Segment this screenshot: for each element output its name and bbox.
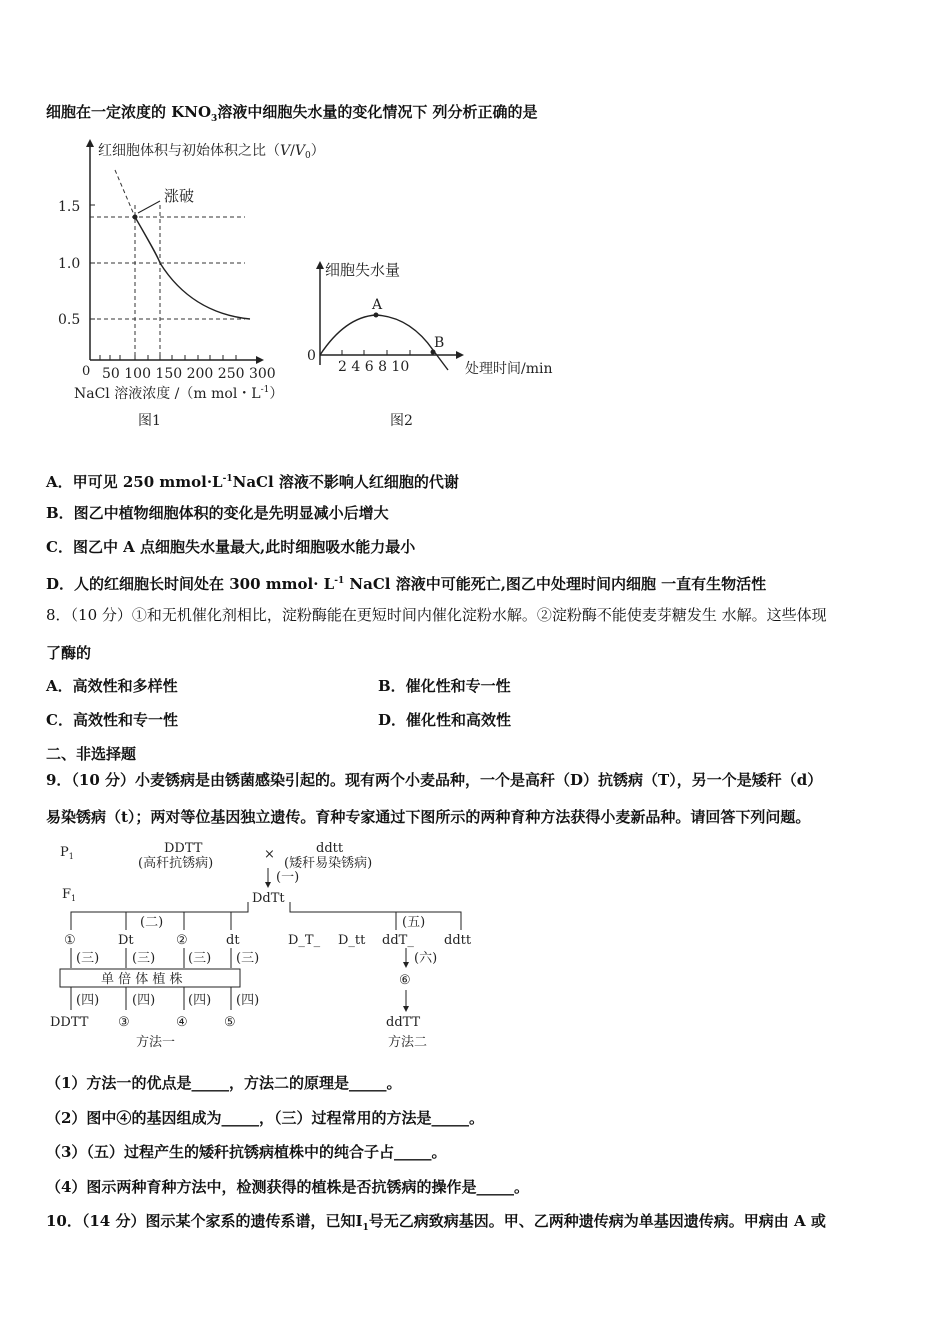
parent-b-desc: (矮秆易染锈病) <box>284 856 373 871</box>
burst-leader <box>138 201 160 213</box>
fig1-origin: 0 <box>82 364 91 379</box>
result-3: ③ <box>118 1015 130 1030</box>
fig1-caption: 图1 <box>138 413 161 429</box>
step-3-label-d: (三) <box>236 951 260 966</box>
fig1-ytick-0.5: 0.5 <box>58 312 81 328</box>
step-4-label-d: (四) <box>236 993 260 1008</box>
point-b-label: B <box>434 335 445 351</box>
fig1-y-arrow <box>86 139 94 147</box>
f1-genotype: DdTt <box>252 891 285 906</box>
step-3-label-a: (三) <box>76 951 100 966</box>
breeding-diagram <box>46 838 486 1058</box>
option-c: C．图乙中 A 点细胞失水量最大,此时细胞吸水能力最小 <box>46 538 416 556</box>
parent-a-genotype: DDTT <box>164 841 203 856</box>
fig1-xtick-labels: 50 100 150 200 250 300 <box>102 366 276 382</box>
option-a: A．甲可见 250 $mmol\cdot L^{-1}NaCl$ 溶液不影响人红细胞的代谢 <box>46 473 459 491</box>
gamete-2: Dt <box>118 933 134 948</box>
f1-label: $F_1$ <box>62 887 77 903</box>
parent-a-desc: (高秆抗锈病) <box>138 856 214 871</box>
result-4: ④ <box>176 1015 188 1030</box>
f2-type-3: ddT_ <box>382 933 414 948</box>
q8-option-b: B．催化性和专一性 <box>378 677 511 695</box>
question-stem: 细胞在一定浓度的 $KNO_3$溶液中细胞失水量的变化情况下 列分析正确的是 <box>46 103 538 124</box>
cross-symbol: × <box>264 847 275 862</box>
q8-stem: 8．（10 分）①和无机催化剂相比，淀粉酶能在更短时间内催化淀粉水解。②淀粉酶不能使麦芽糖发生 水解。这些体现 <box>46 606 827 624</box>
point-a-label: A <box>372 297 383 313</box>
fig1-extrapolation <box>115 170 135 217</box>
q9-sub-4: （4）图示两种育种方法中，检测获得的植株是否抗锈病的操作是_____。 <box>46 1178 529 1196</box>
p1-label: $P_1$ <box>60 845 74 861</box>
step-6-label: (六) <box>414 951 438 966</box>
q9-sub-2: （2）图中④的基因组成为_____，（三）过程常用的方法是_____。 <box>46 1109 484 1127</box>
final-genotype: ddTT <box>386 1015 421 1030</box>
step-4-label-a: (四) <box>76 993 100 1008</box>
q9-stem: 9．（10 分）小麦锈病是由锈菌感染引起的。现有两个小麦品种，一个是高秆（D）抗锈病（T），另一个是矮秆（d） <box>46 771 823 789</box>
q10-stem: 10．（14 分）图示某个家系的遗传系谱，已知$Ⅰ_1$号无乙病致病基因。甲、乙两种遗传病为单基因遗传病。甲病由 A 或 <box>46 1212 826 1233</box>
fig2-origin: 0 <box>307 348 316 364</box>
step-4-label-b: (四) <box>132 993 156 1008</box>
q8-option-c: C．高效性和专一性 <box>46 711 178 729</box>
burst-point <box>133 215 138 220</box>
gamete-4: dt <box>226 933 240 948</box>
q8-option-a: A．高效性和多样性 <box>46 677 178 695</box>
burst-annotation: 涨破 <box>164 187 195 205</box>
step-2-label: (二) <box>140 915 164 930</box>
fig2-caption: 图2 <box>390 413 413 429</box>
fig1-x-label: NaCl 溶液浓度 /（m mol・$L^{-1}$） <box>74 385 284 402</box>
step-4-label-c: (四) <box>188 993 212 1008</box>
option-d: D．人的红细胞长时间处在 300 mmol· $L^{-1}$ NaCl 溶液中可能死亡,图乙中处理时间内细胞 一直有生物活性 <box>46 575 767 593</box>
method-1-label: 方法一 <box>136 1035 176 1050</box>
fig1-ytick-1.5: 1.5 <box>58 199 81 215</box>
fig1-curve <box>135 217 250 319</box>
gamete-1: ① <box>64 933 76 948</box>
fig1-x-arrow <box>256 356 264 364</box>
result-5: ⑤ <box>224 1015 236 1030</box>
method-2-label: 方法二 <box>388 1035 428 1050</box>
step-3-label-b: (三) <box>132 951 156 966</box>
q8-stem-cont: 了酶的 <box>46 644 92 662</box>
fig2-x-label: 处理时间/min <box>465 361 553 377</box>
fig2-xtick-labels: 2 4 6 8 10 <box>338 359 410 375</box>
fig1-y-label: 红细胞体积与初始体积之比$(V/V_0)$ <box>98 143 325 161</box>
section-heading: 二、非选择题 <box>46 745 137 763</box>
option-b: B．图乙中植物细胞体积的变化是先明显减小后增大 <box>46 504 389 522</box>
gamete-3: ② <box>176 933 188 948</box>
point-a-marker <box>374 313 379 318</box>
step-1-label: (一) <box>276 870 300 885</box>
q9-sub-1: （1）方法一的优点是_____，方法二的原理是_____。 <box>46 1074 402 1092</box>
circle-6: ⑥ <box>399 973 411 988</box>
q8-option-d: D．催化性和高效性 <box>378 711 512 729</box>
f2-type-2: D_tt <box>338 933 366 948</box>
q9-sub-3: （3）（五）过程产生的矮秆抗锈病植株中的纯合子占_____。 <box>46 1143 447 1161</box>
step-5-label: (五) <box>402 915 426 930</box>
f2-type-1: D_T_ <box>288 933 321 948</box>
haploid-label: 单 倍 体 植 株 <box>101 972 183 987</box>
fig1-ytick-1.0: 1.0 <box>58 256 81 272</box>
q9-stem-cont: 易染锈病（t）；两对等位基因独立遗传。育种专家通过下图所示的两种育种方法获得小麦新品种。请回答下列问题。 <box>46 808 811 826</box>
fig2-y-label: 细胞失水量 <box>325 261 401 279</box>
parent-b-genotype: ddtt <box>316 841 344 856</box>
f2-type-4: ddtt <box>444 933 472 948</box>
step-3-label-c: (三) <box>188 951 212 966</box>
result-ddtt: DDTT <box>50 1015 89 1030</box>
figure-1-chart <box>40 135 330 435</box>
figure-2-chart <box>300 255 580 435</box>
